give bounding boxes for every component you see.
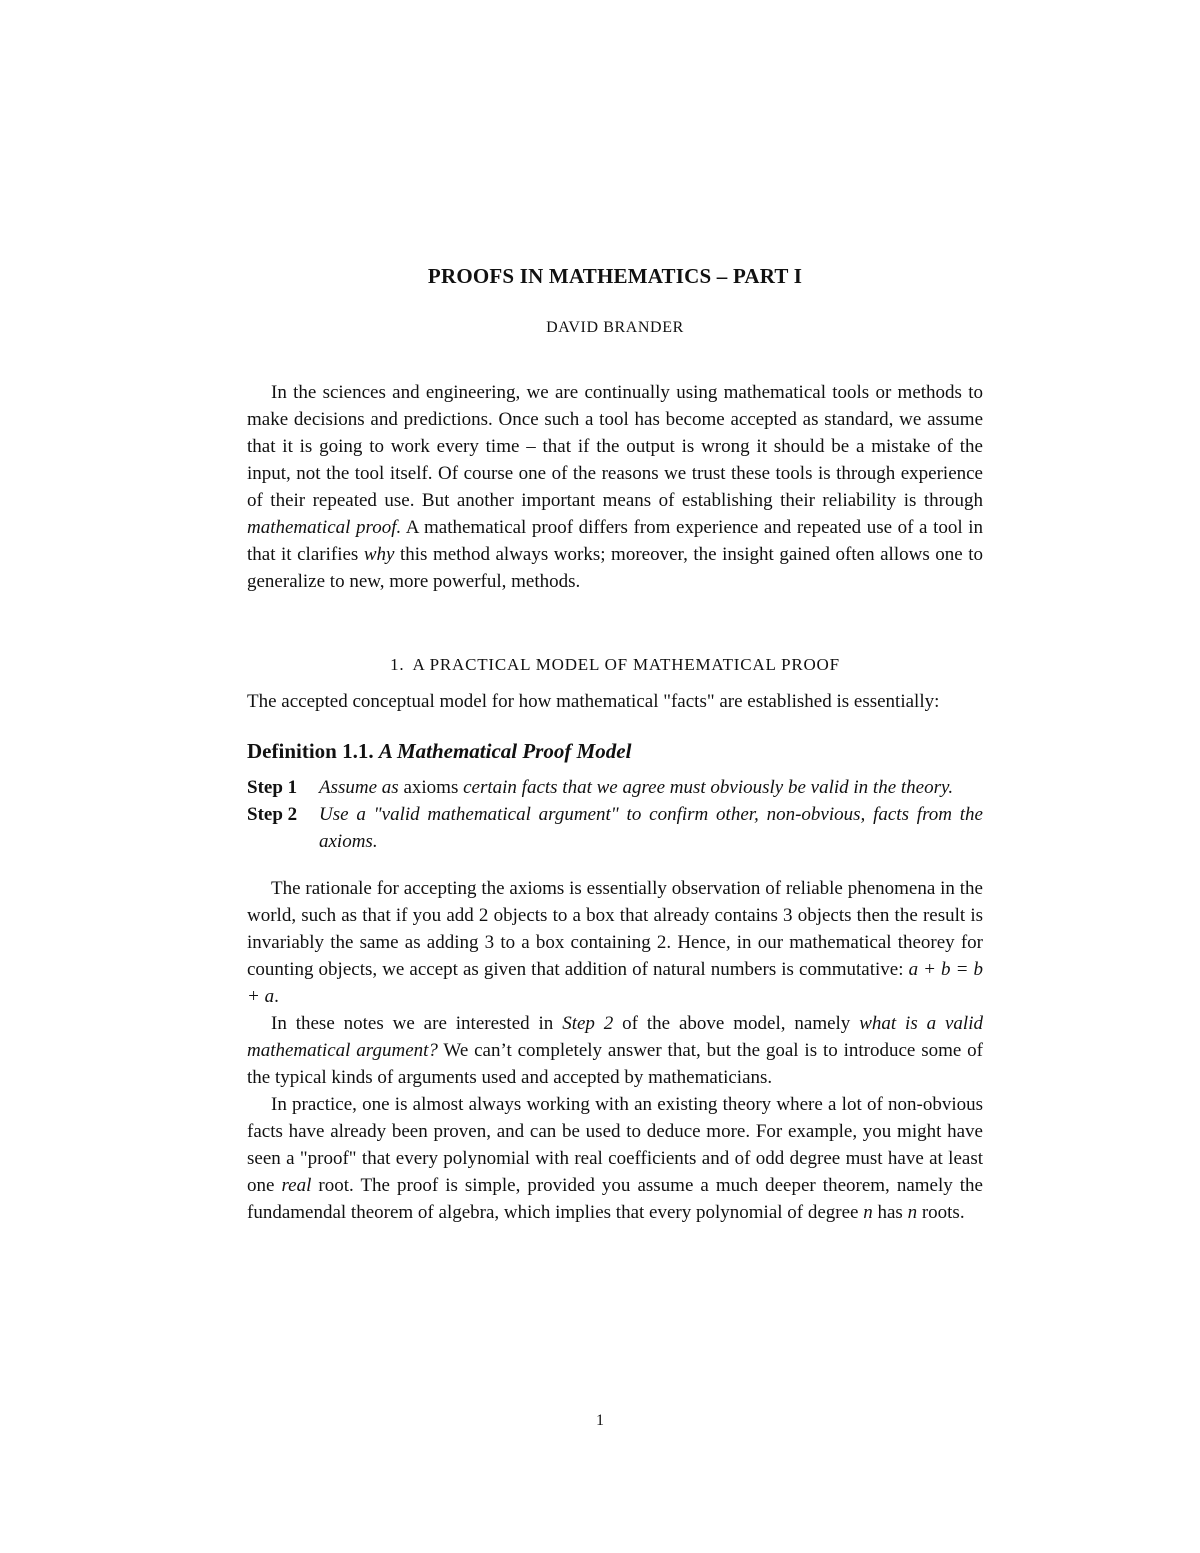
step-text: Assume as axioms certain facts that we agree must obviously be valid in the theory. — [319, 777, 954, 798]
step-label: Step 2 — [247, 804, 298, 825]
paper-title: PROOFS IN MATHEMATICS – PART I — [427, 264, 803, 288]
definition-heading — [247, 739, 983, 764]
section-title: A PRACTICAL MODEL OF MATHEMATICAL PROOF — [412, 655, 840, 674]
abstract-paragraph: In the sciences and engineering, we are continually using mathematical tools or methods to make decisions and predictions. Once such a tool has become accepted as standard, we assume that it is going to work every time – that if the output is wrong it should be a mistake of the input, not the tool itself. Of course one of the reasons we trust these tools is through experience of their repeated use. But another important means of establishing their reliability is through mathematical proof. A mathematical proof differs from experience and repeated use of a tool in that it clarifies why this method always works; moreover, the insight gained often allows one to generalize to new, more powerful, methods. — [247, 382, 983, 592]
definition-step-2 — [247, 801, 983, 855]
rationale-paragraph: The rationale for accepting the axioms is essentially observation of reliable phenomena in the world, such as that if you add 2 objects to a box that already contains 3 objects then the result is invariably the same as adding 3 to a box containing 2. Hence, in our mathematical theorey for counting objects, we accept as given that addition of natural numbers is commutative: a + b = b + a. — [247, 878, 983, 1007]
page-number: 1 — [596, 1412, 604, 1429]
author-name: DAVID BRANDER — [546, 319, 684, 336]
step-text: Use a "valid mathematical argument" to confirm other, non-obvious, facts from the axioms. — [319, 804, 983, 852]
page-content — [247, 256, 983, 1226]
section-heading — [247, 655, 983, 675]
section-intro-paragraph: The accepted conceptual model for how mathematical "facts" are established is essentially: — [247, 691, 940, 712]
definition-step-1 — [247, 774, 983, 801]
definition-label: Definition 1.1. — [247, 739, 374, 763]
practice-paragraph: In practice, one is almost always working with an existing theory where a lot of non-obvious facts have already been proven, and can be used to deduce more. For example, you might have seen a "proof" that every polynomial with real coefficients and of odd degree must have at least one real root. The proof is simple, provided you assume a much deeper theorem, namely the fundamendal theorem of algebra, which implies that every polynomial of degree n has n roots. — [247, 1094, 983, 1223]
commutativity-equation: a + b = b + a — [247, 959, 983, 1007]
step2-paragraph: In these notes we are interested in Step 2 of the above model, namely what is a valid mathematical argument? We can’t completely answer that, but the goal is to introduce some of the typical kinds of arguments used and accepted by mathematicians. — [247, 1013, 983, 1088]
emphasis-mathematical-proof: mathematical proof. — [247, 517, 402, 538]
section-number: 1. — [390, 655, 405, 674]
definition-title: A Mathematical Proof Model — [378, 739, 632, 763]
emphasis-why: why — [363, 544, 395, 565]
step-label: Step 1 — [247, 777, 298, 798]
